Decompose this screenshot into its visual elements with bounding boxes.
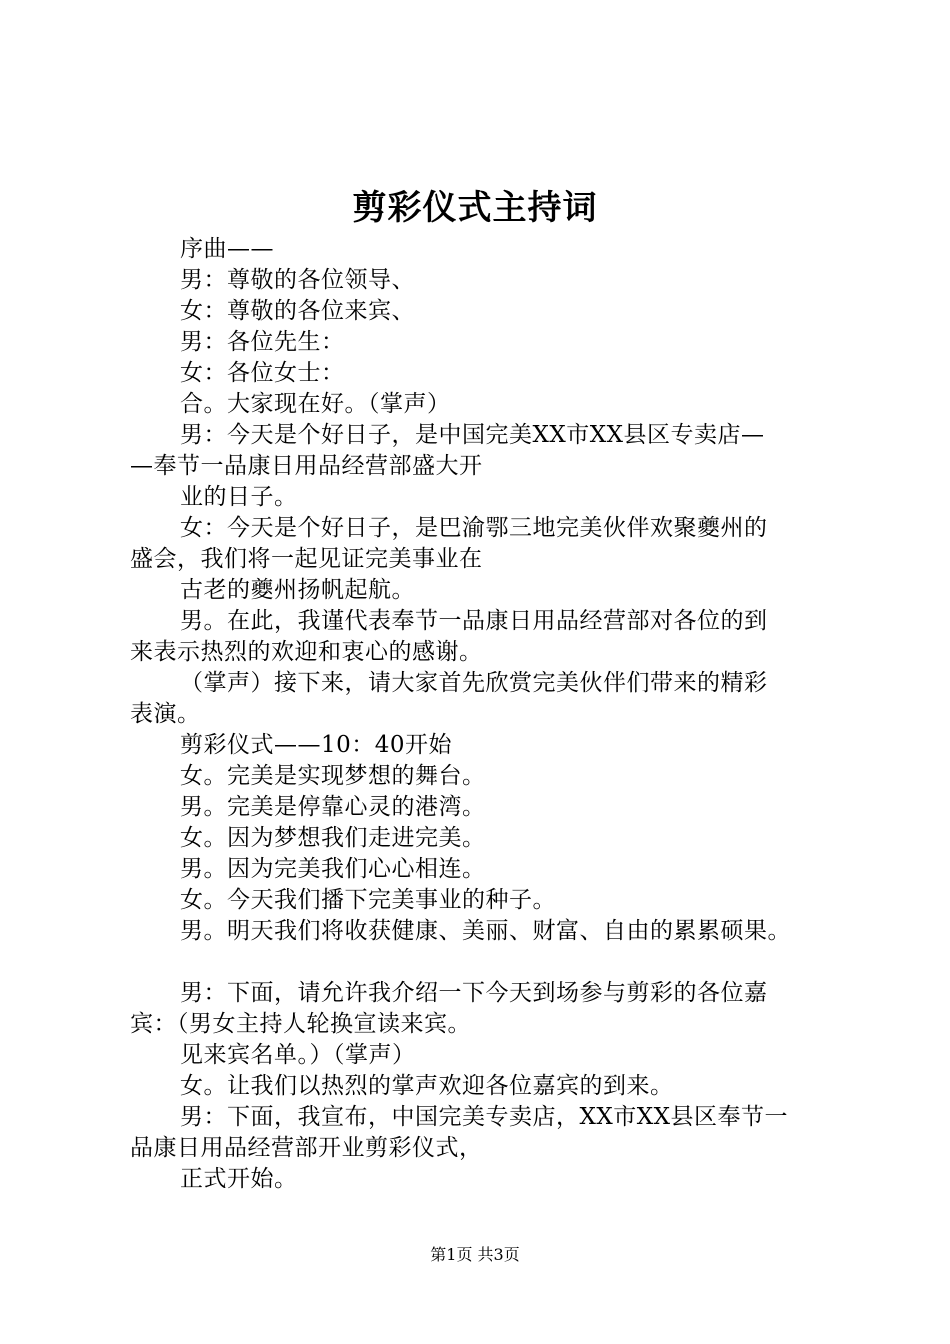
paragraph-line: 男：下面，请允许我介绍一下今天到场参与剪彩的各位嘉: [180, 980, 768, 1006]
paragraph-line: 品康日用品经营部开业剪彩仪式，: [130, 1135, 483, 1161]
paragraph-line: 男。因为完美我们心心相连。: [180, 856, 486, 882]
paragraph-line: 男。明天我们将收获健康、美丽、财富、自由的累累硕果。: [180, 918, 791, 944]
paragraph-line: 业的日子。: [180, 484, 298, 510]
paragraph-line: 合。大家现在好。（掌声）: [180, 391, 451, 417]
paragraph-line: （掌声）接下来，请大家首先欣赏完美伙伴们带来的精彩: [180, 670, 768, 696]
paragraph-line: 男：各位先生：: [180, 329, 345, 355]
paragraph-line: 女：今天是个好日子，是巴渝鄂三地完美伙伴欢聚夔州的: [180, 515, 768, 541]
paragraph-line: —奉节一品康日用品经营部盛大开: [130, 453, 483, 479]
paragraph-line: 男：尊敬的各位领导、: [180, 267, 415, 293]
paragraph-line: 女：各位女士：: [180, 360, 345, 386]
paragraph-line: 男。在此，我谨代表奉节一品康日用品经营部对各位的到: [180, 608, 768, 634]
paragraph-line: 男。完美是停靠心灵的港湾。: [180, 794, 486, 820]
paragraph-line: 盛会，我们将一起见证完美事业在: [130, 546, 483, 572]
paragraph-line: 序曲——: [180, 236, 274, 262]
paragraph-line: 女。因为梦想我们走进完美。: [180, 825, 486, 851]
paragraph-line: 男：下面，我宣布，中国完美专卖店，XX市XX县区奉节一: [180, 1104, 788, 1130]
paragraph-line: 男：今天是个好日子，是中国完美XX市XX县区专卖店—: [180, 422, 765, 448]
paragraph-line: 见来宾名单。）（掌声）: [180, 1042, 416, 1068]
paragraph-line: 来表示热烈的欢迎和衷心的感谢。: [130, 639, 483, 665]
document-body: [130, 234, 850, 1195]
paragraph-line: 女。完美是实现梦想的舞台。: [180, 763, 486, 789]
page-footer: 第1页 共3页: [430, 1245, 520, 1264]
blank-line: [130, 947, 850, 978]
paragraph-line: 女：尊敬的各位来宾、: [180, 298, 415, 324]
paragraph-line: 女。让我们以热烈的掌声欢迎各位嘉宾的到来。: [180, 1073, 674, 1099]
paragraph-line: 古老的夔州扬帆起航。: [180, 577, 415, 603]
document-title: 剪彩仪式主持词: [352, 188, 598, 228]
paragraph-line: 宾：（男女主持人轮换宣读来宾。: [130, 1011, 471, 1037]
paragraph-line: 表演。: [130, 701, 201, 727]
paragraph-line: 女。今天我们播下完美事业的种子。: [180, 887, 556, 913]
paragraph-line: 正式开始。: [180, 1166, 298, 1192]
paragraph-line: 剪彩仪式——10：40开始: [180, 732, 453, 758]
